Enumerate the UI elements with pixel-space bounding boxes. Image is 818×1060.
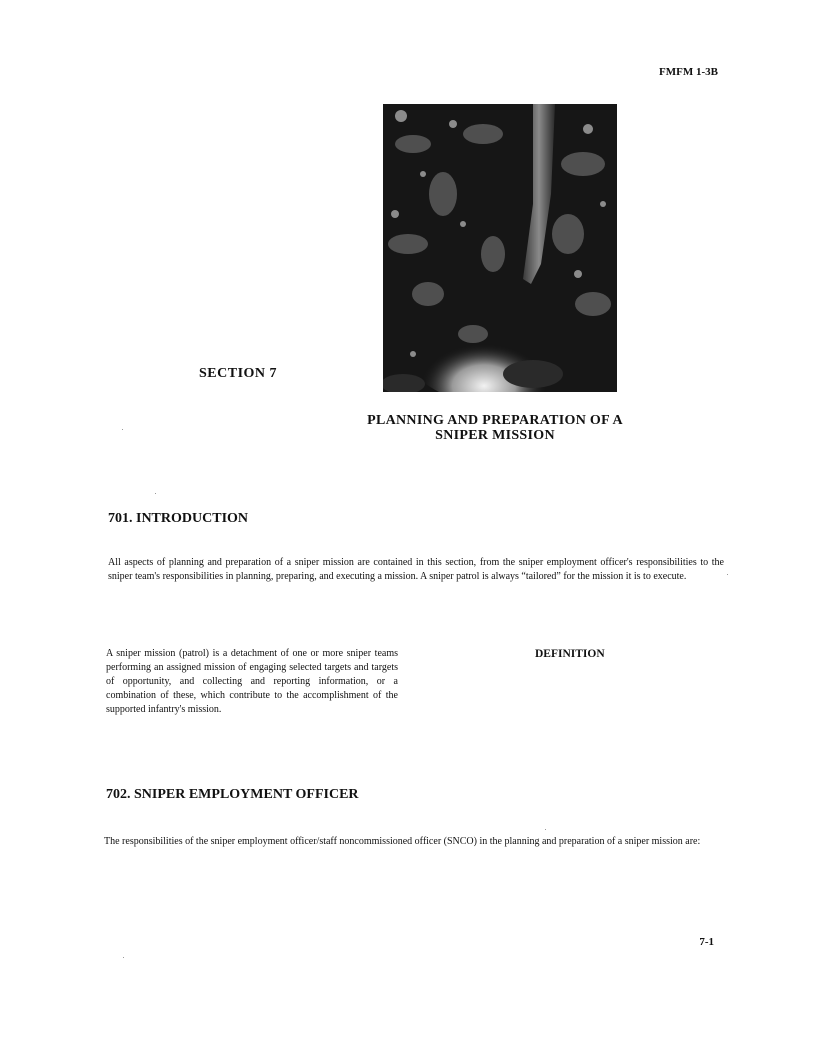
definition-paragraph: A sniper mission (patrol) is a detachment of one or more sniper teams performing an assigned mission of engaging selected targets and targets of opportunity, and collecting and reporting information, or a combination of these, which contribute to the accomplishment of the supported infantry's mission. xyxy=(106,648,398,715)
page-number: 7-1 xyxy=(699,936,714,948)
heading-702-sniper-employment-officer: 702. SNIPER EMPLOYMENT OFFICER xyxy=(106,787,359,802)
heading-701-introduction: 701. INTRODUCTION xyxy=(108,511,249,526)
chapter-title xyxy=(345,413,645,443)
jungle-photo-icon xyxy=(383,104,617,392)
scan-speck xyxy=(545,829,546,830)
chapter-title-line-2: SNIPER MISSION xyxy=(435,428,555,443)
document-id: FMFM 1-3B xyxy=(659,66,718,78)
scan-speck xyxy=(122,429,123,430)
scan-speck xyxy=(123,957,124,958)
definition-side-label: DEFINITION xyxy=(535,648,605,660)
employment-officer-paragraph: The responsibilities of the sniper employment officer/staff noncommissioned officer (SNCO) in the planning and preparation of a sniper mission are: xyxy=(104,836,701,847)
chapter-title-line-1: PLANNING AND PREPARATION OF A xyxy=(367,413,623,428)
scan-speck xyxy=(727,574,728,575)
introduction-paragraph: All aspects of planning and preparation of a sniper mission are contained in this section, from the sniper employment officer's responsibilities to the sniper team's responsibilities in planning, preparing, and executing a mission. A sniper patrol is always “tailored” for the mission it is to execute. xyxy=(108,557,724,582)
scan-speck xyxy=(155,493,156,494)
section-label: SECTION 7 xyxy=(199,366,278,381)
